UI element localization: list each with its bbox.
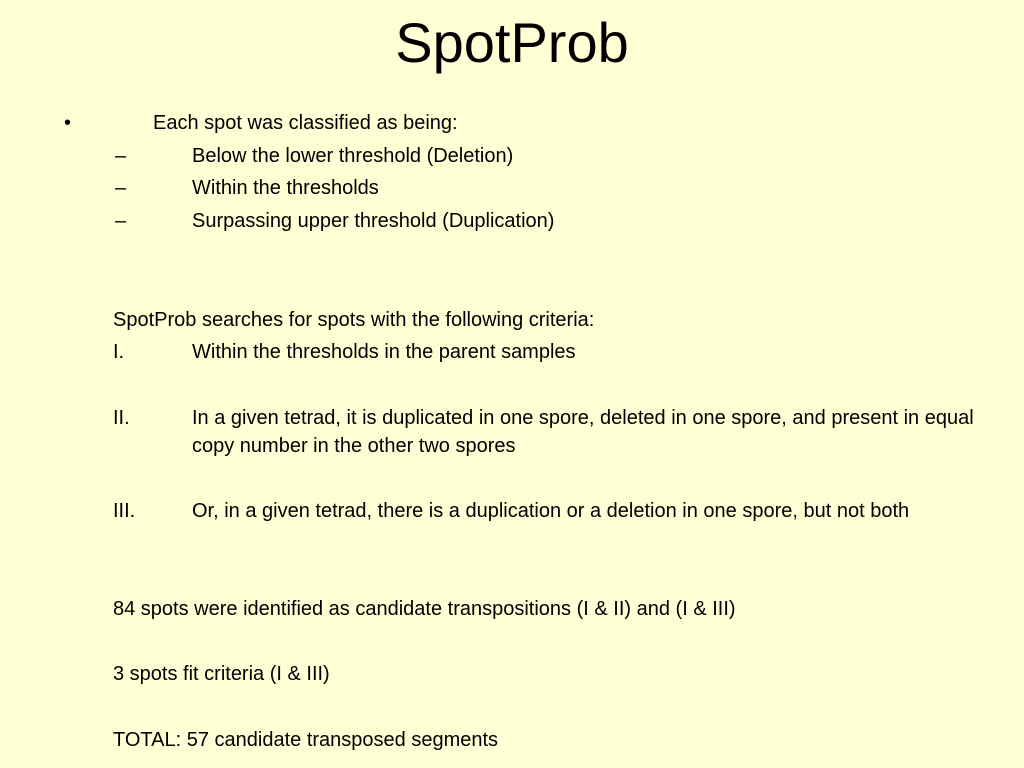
bullet-text: Each spot was classified as being: bbox=[153, 112, 458, 134]
classification-item: Surpassing upper threshold (Duplication) bbox=[192, 210, 555, 232]
classification-item: Below the lower threshold (Deletion) bbox=[192, 145, 514, 167]
criteria-marker: I. bbox=[113, 341, 125, 363]
slide-title: SpotProb bbox=[395, 11, 629, 74]
classification-marker: – bbox=[115, 177, 127, 199]
criteria-marker: II. bbox=[113, 407, 130, 429]
criteria-item: Within the thresholds in the parent samples bbox=[192, 341, 576, 363]
criteria-item: In a given tetrad, it is duplicated in one spore, deleted in one spore, and present in equal copy number in the other two spores bbox=[192, 407, 974, 457]
criteria-marker: III. bbox=[113, 500, 136, 522]
result-line: 84 spots were identified as candidate transpositions (I & II) and (I & III) bbox=[113, 598, 736, 620]
result-total: TOTAL: 57 candidate transposed segments bbox=[113, 729, 499, 751]
classification-marker: – bbox=[115, 145, 127, 167]
classification-item: Within the thresholds bbox=[192, 177, 379, 199]
criteria-intro: SpotProb searches for spots with the following criteria: bbox=[113, 309, 595, 331]
bullet-marker: • bbox=[64, 112, 72, 134]
classification-marker: – bbox=[115, 210, 127, 232]
result-line: 3 spots fit criteria (I & III) bbox=[113, 663, 330, 685]
criteria-item: Or, in a given tetrad, there is a duplication or a deletion in one spore, but not both bbox=[192, 500, 910, 522]
